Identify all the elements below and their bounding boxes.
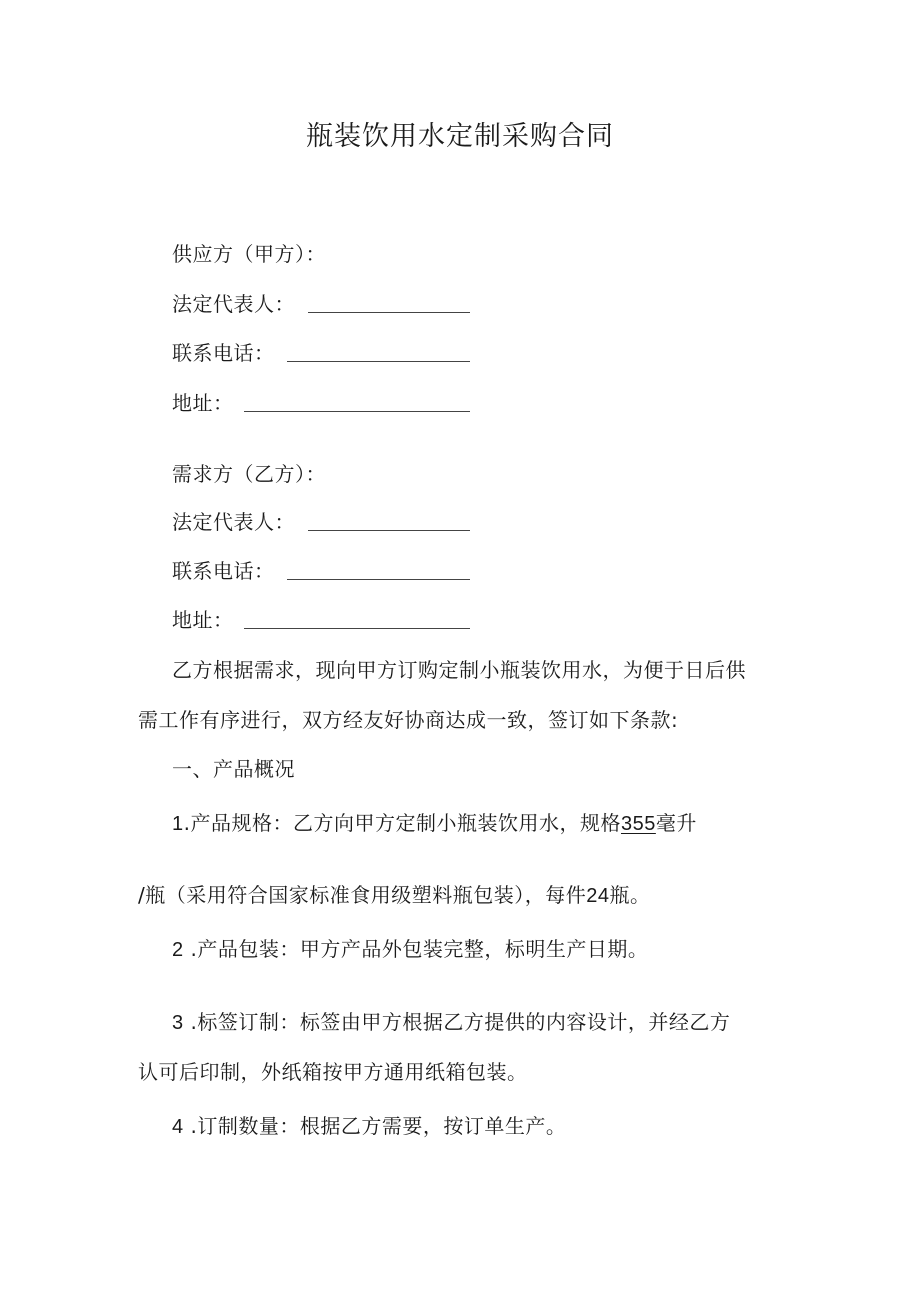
party-a-phone-label: 联系电话： <box>172 341 275 365</box>
volume-value: 355 <box>620 813 656 835</box>
clause-1-2 <box>172 935 648 964</box>
party-b-phone-blank[interactable] <box>287 579 470 580</box>
party-b-address-label: 地址： <box>172 608 234 632</box>
party-a-address-label: 地址： <box>172 391 234 415</box>
clause-number: 1 <box>172 813 184 835</box>
party-b-phone-label: 联系电话： <box>172 559 275 583</box>
party-b-address-blank[interactable] <box>244 628 470 629</box>
clause-text: .标签订制：标签由甲方根据乙方提供的内容设计，并经乙方 <box>183 1010 731 1034</box>
clause-number: 2 <box>172 939 184 961</box>
section-1-heading: 一、产品概况 <box>172 757 295 781</box>
party-a-heading: 供应方（甲方）： <box>172 242 326 266</box>
clause-text: .订制数量：根据乙方需要，按订单生产。 <box>183 1114 567 1138</box>
party-a-representative-blank[interactable] <box>308 312 470 313</box>
clause-number: 4 <box>172 1116 184 1138</box>
clause-text: .产品规格：乙方向甲方定制小瓶装饮用水，规格 <box>183 811 621 835</box>
count-value: 24 <box>586 885 610 907</box>
party-a-phone-blank[interactable] <box>287 361 470 362</box>
clause-1-1-line-2 <box>138 881 651 910</box>
intro-paragraph-line-1: 乙方根据需求，现向甲方订购定制小瓶装饮用水，为便于日后供 <box>172 658 746 682</box>
clause-text: /瓶（采用符合国家标准食用级塑料瓶包装），每件 <box>138 883 587 907</box>
clause-text: 瓶。 <box>609 883 651 907</box>
clause-1-3-line-1 <box>172 1008 730 1037</box>
party-a-address-blank[interactable] <box>244 411 470 412</box>
document-title: 瓶装饮用水定制采购合同 <box>306 121 614 152</box>
clause-text: .产品包装：甲方产品外包装完整，标明生产日期。 <box>183 937 649 961</box>
clause-number: 3 <box>172 1012 184 1034</box>
clause-1-4 <box>172 1112 566 1141</box>
clause-1-3-line-2: 认可后印制，外纸箱按甲方通用纸箱包装。 <box>138 1060 528 1084</box>
clause-text: 毫升 <box>655 811 697 835</box>
intro-paragraph-line-2: 需工作有序进行，双方经友好协商达成一致，签订如下条款: <box>138 708 679 732</box>
party-b-representative-label: 法定代表人： <box>172 510 295 534</box>
party-b-heading: 需求方（乙方）： <box>172 462 326 486</box>
party-a-representative-label: 法定代表人： <box>172 292 295 316</box>
party-b-representative-blank[interactable] <box>308 530 470 531</box>
clause-1-1-line-1 <box>172 809 697 838</box>
